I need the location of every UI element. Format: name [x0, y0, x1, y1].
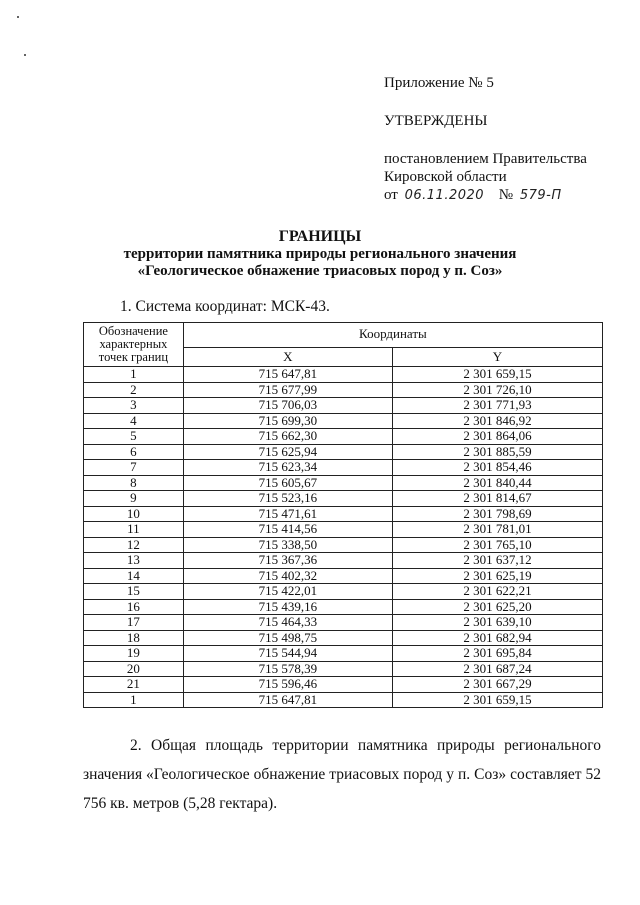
appendix-number: Приложение № 5 — [384, 75, 494, 91]
title-line1: территории памятника природы регионального значения — [123, 246, 517, 262]
y-coordinate: 2 301 726,10 — [392, 382, 602, 398]
point-number: 3 — [84, 398, 184, 414]
point-number: 6 — [84, 444, 184, 460]
x-coordinate: 715 623,34 — [183, 460, 392, 476]
point-number: 16 — [84, 599, 184, 615]
point-number: 8 — [84, 475, 184, 491]
point-number: 10 — [84, 506, 184, 522]
table-row — [84, 460, 603, 476]
table-row — [84, 491, 603, 507]
table-row — [84, 475, 603, 491]
y-coordinate: 2 301 639,10 — [392, 615, 602, 631]
approved-by-line1: постановлением Правительства — [384, 151, 587, 167]
y-coordinate: 2 301 771,93 — [392, 398, 602, 414]
approved-by-line2: Кировской области — [384, 169, 507, 185]
x-coordinate: 715 605,67 — [183, 475, 392, 491]
y-coordinate: 2 301 625,20 — [392, 599, 602, 615]
table-row — [84, 615, 603, 631]
decree-number: 579-П — [519, 188, 562, 203]
x-coordinate: 715 414,56 — [183, 522, 392, 538]
point-number: 11 — [84, 522, 184, 538]
x-coordinate: 715 647,81 — [183, 692, 392, 708]
table-row — [84, 692, 603, 708]
number-prefix: № — [498, 187, 514, 203]
table-row — [84, 444, 603, 460]
y-coordinate: 2 301 667,29 — [392, 677, 602, 693]
x-coordinate: 715 439,16 — [183, 599, 392, 615]
header-point-label: Обозначение характерных точек границ — [84, 323, 184, 367]
scan-speck — [17, 16, 19, 18]
table-row — [84, 398, 603, 414]
y-coordinate: 2 301 637,12 — [392, 553, 602, 569]
x-coordinate: 715 699,30 — [183, 413, 392, 429]
point-number: 17 — [84, 615, 184, 631]
x-coordinate: 715 677,99 — [183, 382, 392, 398]
coordinates-table — [83, 322, 603, 708]
header-coordinates: Координаты — [183, 323, 602, 348]
table-row — [84, 429, 603, 445]
point-number: 14 — [84, 568, 184, 584]
point-number: 18 — [84, 630, 184, 646]
table-row — [84, 584, 603, 600]
table-row — [84, 661, 603, 677]
y-coordinate: 2 301 840,44 — [392, 475, 602, 491]
header-x: X — [183, 347, 392, 367]
scan-speck — [24, 54, 26, 56]
table-row — [84, 522, 603, 538]
x-coordinate: 715 544,94 — [183, 646, 392, 662]
x-coordinate: 715 471,61 — [183, 506, 392, 522]
table-row — [84, 537, 603, 553]
y-coordinate: 2 301 781,01 — [392, 522, 602, 538]
y-coordinate: 2 301 682,94 — [392, 630, 602, 646]
coordinate-system: 1. Система координат: МСК-43. — [120, 298, 330, 315]
point-number: 1 — [84, 367, 184, 383]
table-row — [84, 677, 603, 693]
y-coordinate: 2 301 659,15 — [392, 692, 602, 708]
x-coordinate: 715 367,36 — [183, 553, 392, 569]
y-coordinate: 2 301 885,59 — [392, 444, 602, 460]
approved-heading: УТВЕРЖДЕНЫ — [384, 113, 488, 129]
table-row — [84, 568, 603, 584]
table-row — [84, 599, 603, 615]
coordinates-table-body — [84, 367, 603, 708]
point-number: 13 — [84, 553, 184, 569]
x-coordinate: 715 338,50 — [183, 537, 392, 553]
point-number: 2 — [84, 382, 184, 398]
x-coordinate: 715 422,01 — [183, 584, 392, 600]
y-coordinate: 2 301 659,15 — [392, 367, 602, 383]
point-number: 19 — [84, 646, 184, 662]
y-coordinate: 2 301 625,19 — [392, 568, 602, 584]
y-coordinate: 2 301 846,92 — [392, 413, 602, 429]
y-coordinate: 2 301 765,10 — [392, 537, 602, 553]
x-coordinate: 715 625,94 — [183, 444, 392, 460]
point-number: 4 — [84, 413, 184, 429]
table-row — [84, 382, 603, 398]
table-row — [84, 413, 603, 429]
point-number: 20 — [84, 661, 184, 677]
point-number: 7 — [84, 460, 184, 476]
x-coordinate: 715 706,03 — [183, 398, 392, 414]
table-row — [84, 630, 603, 646]
header-y: Y — [392, 347, 602, 367]
point-number: 5 — [84, 429, 184, 445]
y-coordinate: 2 301 798,69 — [392, 506, 602, 522]
table-row — [84, 506, 603, 522]
title-main: ГРАНИЦЫ — [278, 228, 362, 245]
area-paragraph — [83, 731, 601, 818]
y-coordinate: 2 301 814,67 — [392, 491, 602, 507]
table-row — [84, 646, 603, 662]
point-number: 1 — [84, 692, 184, 708]
point-number: 9 — [84, 491, 184, 507]
point-number: 12 — [84, 537, 184, 553]
point-number: 15 — [84, 584, 184, 600]
x-coordinate: 715 464,33 — [183, 615, 392, 631]
x-coordinate: 715 498,75 — [183, 630, 392, 646]
y-coordinate: 2 301 695,84 — [392, 646, 602, 662]
table-row — [84, 553, 603, 569]
area-text: 2. Общая площадь территории памятника природы регионального значения «Геологическое обнажение триасовых пород у п. Соз» составляет 52 756 кв. метров (5,28 гектара). — [83, 737, 601, 812]
document-title — [0, 228, 640, 280]
approval-block — [384, 74, 587, 205]
x-coordinate: 715 523,16 — [183, 491, 392, 507]
table-row — [84, 367, 603, 383]
point-number: 21 — [84, 677, 184, 693]
x-coordinate: 715 647,81 — [183, 367, 392, 383]
y-coordinate: 2 301 854,46 — [392, 460, 602, 476]
y-coordinate: 2 301 687,24 — [392, 661, 602, 677]
x-coordinate: 715 402,32 — [183, 568, 392, 584]
title-line2: «Геологическое обнажение триасовых пород у п. Соз» — [137, 263, 503, 279]
from-prefix: от — [384, 187, 398, 203]
x-coordinate: 715 596,46 — [183, 677, 392, 693]
x-coordinate: 715 662,30 — [183, 429, 392, 445]
y-coordinate: 2 301 864,06 — [392, 429, 602, 445]
decree-reference — [384, 186, 587, 205]
decree-date: 06.11.2020 — [404, 188, 485, 203]
y-coordinate: 2 301 622,21 — [392, 584, 602, 600]
x-coordinate: 715 578,39 — [183, 661, 392, 677]
